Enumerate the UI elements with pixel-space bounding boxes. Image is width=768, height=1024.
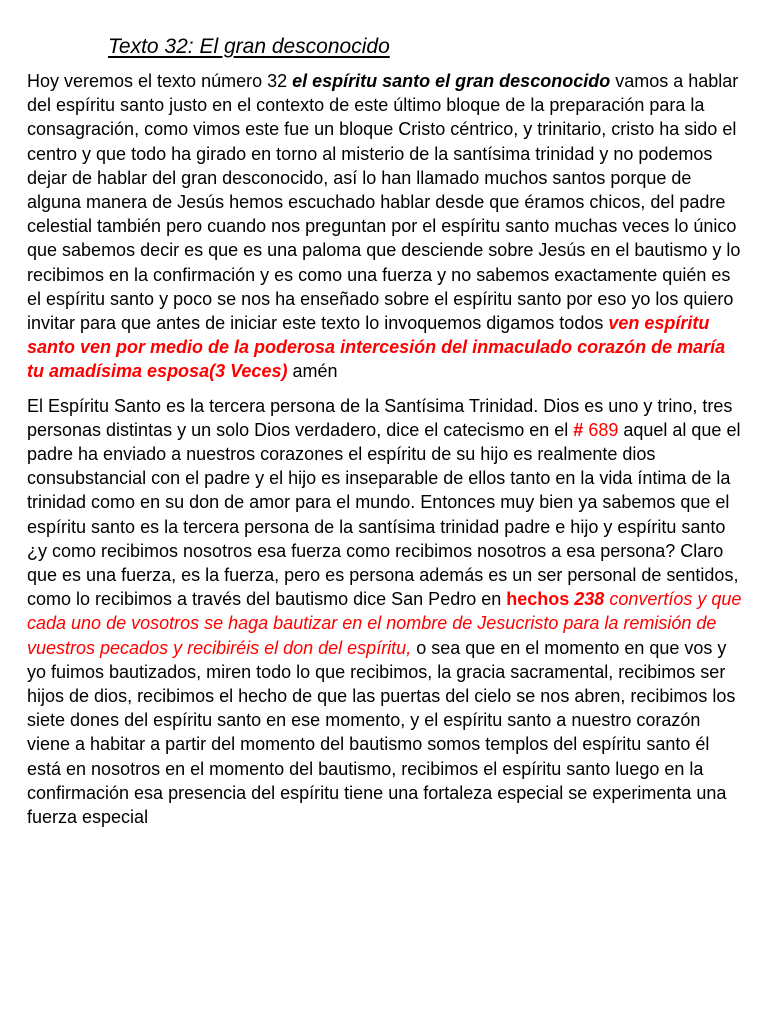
- citation-number: 238: [569, 589, 605, 610]
- doctrine-part1: El Espíritu Santo es la tercera persona de la Santísima Trinidad. Dios es uno y trino, tres personas distintas y un solo Dios verdadero, dice el catecismo en el: [27, 395, 733, 440]
- catechism-ref-number: 689: [583, 419, 619, 440]
- paragraph-intro: [27, 69, 743, 384]
- doctrine-part2: aquel al que el padre ha enviado a nuestros corazones el espíritu de su hijo es realmente dios consubstancial con el padre y el hijo es inseparable de ellos tanto en la vida íntima de la trinidad como en su don de amor para el mundo. Entonces muy bien ya sabemos que el espíritu santo es la tercera persona de la santísima trinidad padre e hijo y espíritu santo ¿y como recibimos nosotros esa fuerza como recibimos nosotros a esa persona? Claro que es una fuerza, es la fuerza, pero es persona además es un ser personal de sentidos, como lo recibimos a través del bautismo dice San Pedro en: [27, 419, 741, 610]
- citation-text: convertíos y que cada uno de vosotros se haga bautizar en el nombre de Jesucristo para la remisión de vuestros pecados y recibiréis el don del espíritu,: [27, 589, 742, 658]
- document-page: [27, 34, 743, 829]
- intro-emphasis: el espíritu santo el gran desconocido: [292, 71, 611, 91]
- doctrine-part3: o sea que en el momento en que vos y yo fuimos bautizados, miren todo lo que recibimos, la gracia sacramental, recibimos ser hijos de dios, recibimos el hecho de que las puertas del cielo se nos abren, recibimos los siete dones del espíritu santo en ese momento, y el espíritu santo a nuestro corazón viene a habitar a partir del momento del bautismo somos templos del espíritu santo él está en nosotros en el momento del bautismo, recibimos el espíritu santo luego en la confirmación esa presencia del espíritu tiene una fortaleza especial se experimenta una fuerza especial: [27, 637, 736, 828]
- paragraph-doctrine: [27, 394, 743, 830]
- catechism-ref-hash: #: [573, 419, 584, 440]
- intro-lead: Hoy veremos el texto número 32: [27, 71, 293, 91]
- intro-body: vamos a hablar del espíritu santo justo en el contexto de este último bloque de la preparación para la consagración, como vimos este fue un bloque Cristo céntrico, y trinitario, cristo ha sido el centro y que todo ha girado en torno al misterio de la santísima trinidad y no podemos dejar de hablar del gran desconocido, así lo han llamado muchos santos porque de alguna manera de Jesús hemos escuchado hablar desde que éramos chicos, del padre celestial también pero cuando nos preguntan por el espíritu santo muchas veces lo único que sabemos decir es que es una paloma que desciende sobre Jesús en el bautismo y lo recibimos en la confirmación y es como una fuerza y no sabemos exactamente quién es el espíritu santo y poco se nos ha enseñado sobre el espíritu santo por eso yo los quiero invitar para que antes de iniciar este texto lo invoquemos digamos todos: [27, 71, 741, 334]
- citation-label: hechos: [506, 589, 570, 610]
- document-title: Texto 32: El gran desconocido: [108, 35, 390, 58]
- intro-closing: amén: [287, 361, 338, 382]
- intro-prayer: ven espíritu santo ven por medio de la poderosa intercesión del inmaculado corazón de maría tu amadísima esposa(3 Veces): [27, 313, 726, 382]
